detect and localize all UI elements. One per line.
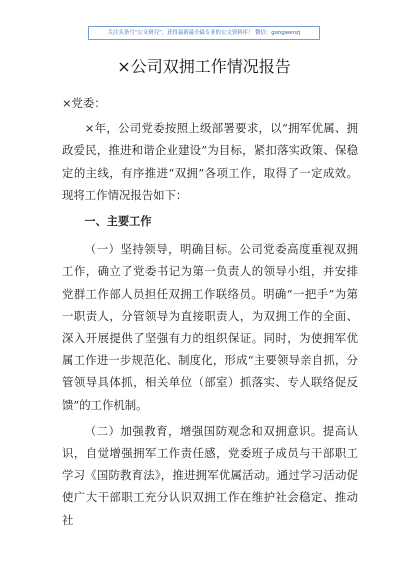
paragraph-education: （二）加强教育，增强国防观念和双拥意识。提高认识，自觉增强拥军工作责任感，党委班子成员与干部职工学习《国防教育法》，推进拥军优属活动。通过学习活动促使广大干部职工充分认识双拥工作在维护社会稳定、推动社 — [62, 423, 358, 527]
section-heading-main-work: 一、主要工作 — [84, 215, 152, 229]
salutation: ×党委： — [62, 96, 106, 110]
document-title: ×公司双拥工作情况报告 — [117, 57, 291, 76]
paragraph-leadership: （一）坚持领导，明确目标。公司党委高度重视双拥工作，确立了党委书记为第一负责人的领导小组，并安排党群工作部人员担任双拥工作联络员。明确“一把手”为第一职责人，分管领导为直接职责人，为双拥工作的全面、深入开展提供了坚强有力的组织保证。同时，为使拥军优属工作进一步规范化、制度化，形成“主要领导亲自抓，分管领导具体抓，相关单位（部室）抓落实、专人联络促反馈”的工作机制。 — [62, 242, 358, 412]
promo-banner: 关注头条号“公文研究”，获得最新最全最专业的公文资料库！ 微信：gongwenzj — [88, 26, 320, 40]
intro-paragraph: ×年，公司党委按照上级部署要求，以“拥军优属、拥政爱民，推进和谐企业建设”为目标，紧扣落实政策、保稳定的主线，有序推进“双拥”各项工作，取得了一定成效。现将工作情况报告如下： — [62, 121, 358, 202]
document-body — [62, 92, 358, 531]
